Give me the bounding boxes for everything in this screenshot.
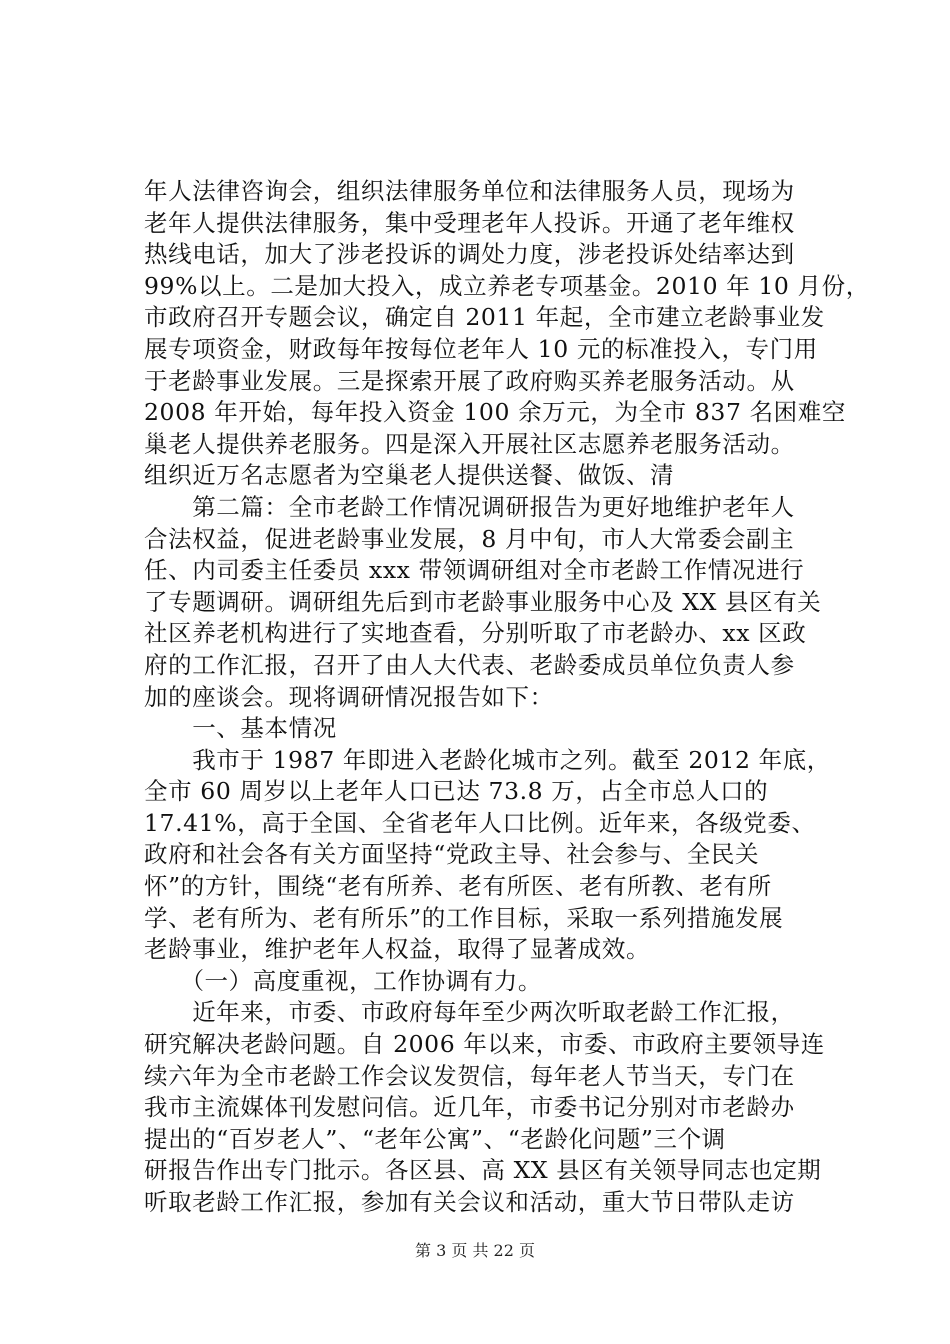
text-line: 近年来，市委、市政府每年至少两次听取老龄工作汇报，: [144, 998, 795, 1027]
text-line: 2008 年开始，每年投入资金 100 余万元，为全市 837 名困难空: [144, 398, 846, 427]
text-line: 研报告作出专门批示。各区县、高 XX 县区有关领导同志也定期: [144, 1156, 822, 1185]
text-line: 全市 60 周岁以上老年人口已达 73.8 万，占全市总人口的: [144, 777, 769, 806]
text-line: 府的工作汇报，召开了由人大代表、老龄委成员单位负责人参: [144, 650, 795, 679]
subheading-line: （一）高度重视，工作协调有力。: [144, 966, 542, 995]
text-line: 年人法律咨询会，组织法律服务单位和法律服务人员，现场为: [144, 177, 795, 205]
text-line: 巢老人提供养老服务。四是深入开展社区志愿养老服务活动。: [144, 429, 795, 458]
text-line: 于老龄事业发展。三是探索开展了政府购买养老服务活动。从: [144, 366, 795, 395]
text-line: 了专题调研。调研组先后到市老龄事业服务中心及 XX 县区有关: [144, 587, 822, 616]
text-line: 任、内司委主任委员 xxx 带领调研组对全市老龄工作情况进行: [144, 556, 805, 585]
text-line: 组织近万名志愿者为空巢老人提供送餐、做饭、清: [144, 461, 675, 490]
text-line: 展专项资金，财政每年按每位老年人 10 元的标准投入，专门用: [144, 334, 818, 363]
text-line: 加的座谈会。现将调研情况报告如下：: [144, 682, 554, 711]
text-line: 续六年为全市老龄工作会议发贺信，每年老人节当天，专门在: [144, 1061, 795, 1090]
text-line: 合法权益，促进老龄事业发展，8 月中旬，市人大常委会副主: [144, 524, 795, 553]
text-line: 听取老龄工作汇报，参加有关会议和活动，重大节日带队走访: [144, 1188, 795, 1216]
text-line: 热线电话，加大了涉老投诉的调处力度，涉老投诉处结率达到: [144, 240, 795, 269]
section-heading-line: 第二篇：全市老龄工作情况调研报告为更好地维护老年人: [144, 492, 795, 521]
text-line: 政府和社会各有关方面坚持“党政主导、社会参与、全民关: [144, 840, 760, 869]
text-line: 怀”的方针，围绕“老有所养、老有所医、老有所教、老有所: [144, 872, 772, 901]
text-line: 市政府召开专题会议，确定自 2011 年起，全市建立老龄事业发: [144, 303, 825, 332]
page-number: 第 3 页 共 22 页: [415, 1241, 535, 1260]
text-line: 99%以上。二是加大投入，成立养老专项基金。2010 年 10 月份，: [144, 271, 870, 300]
body-text: [144, 176, 870, 1219]
text-line: 我市主流媒体刊发慰问信。近几年，市委书记分别对市老龄办: [144, 1093, 795, 1122]
text-line: 老龄事业，维护老年人权益，取得了显著成效。: [144, 935, 651, 964]
page-footer: [0, 1238, 950, 1261]
text-line: 社区养老机构进行了实地查看，分别听取了市老龄办、xx 区政: [144, 619, 807, 648]
text-line: 我市于 1987 年即进入老龄化城市之列。截至 2012 年底，: [144, 745, 831, 774]
text-line: 提出的“百岁老人”、“老年公寓”、“老龄化问题”三个调: [144, 1124, 726, 1153]
text-line: 17.41%，高于全国、全省老年人口比例。近年来，各级党委、: [144, 808, 816, 837]
text-line: 老年人提供法律服务，集中受理老年人投诉。开通了老年维权: [144, 208, 795, 237]
text-line: 学、老有所为、老有所乐”的工作目标，采取一系列措施发展: [144, 903, 784, 932]
subheading-line: 一、基本情况: [144, 714, 337, 743]
text-line: 研究解决老龄问题。自 2006 年以来，市委、市政府主要领导连: [144, 1030, 825, 1059]
